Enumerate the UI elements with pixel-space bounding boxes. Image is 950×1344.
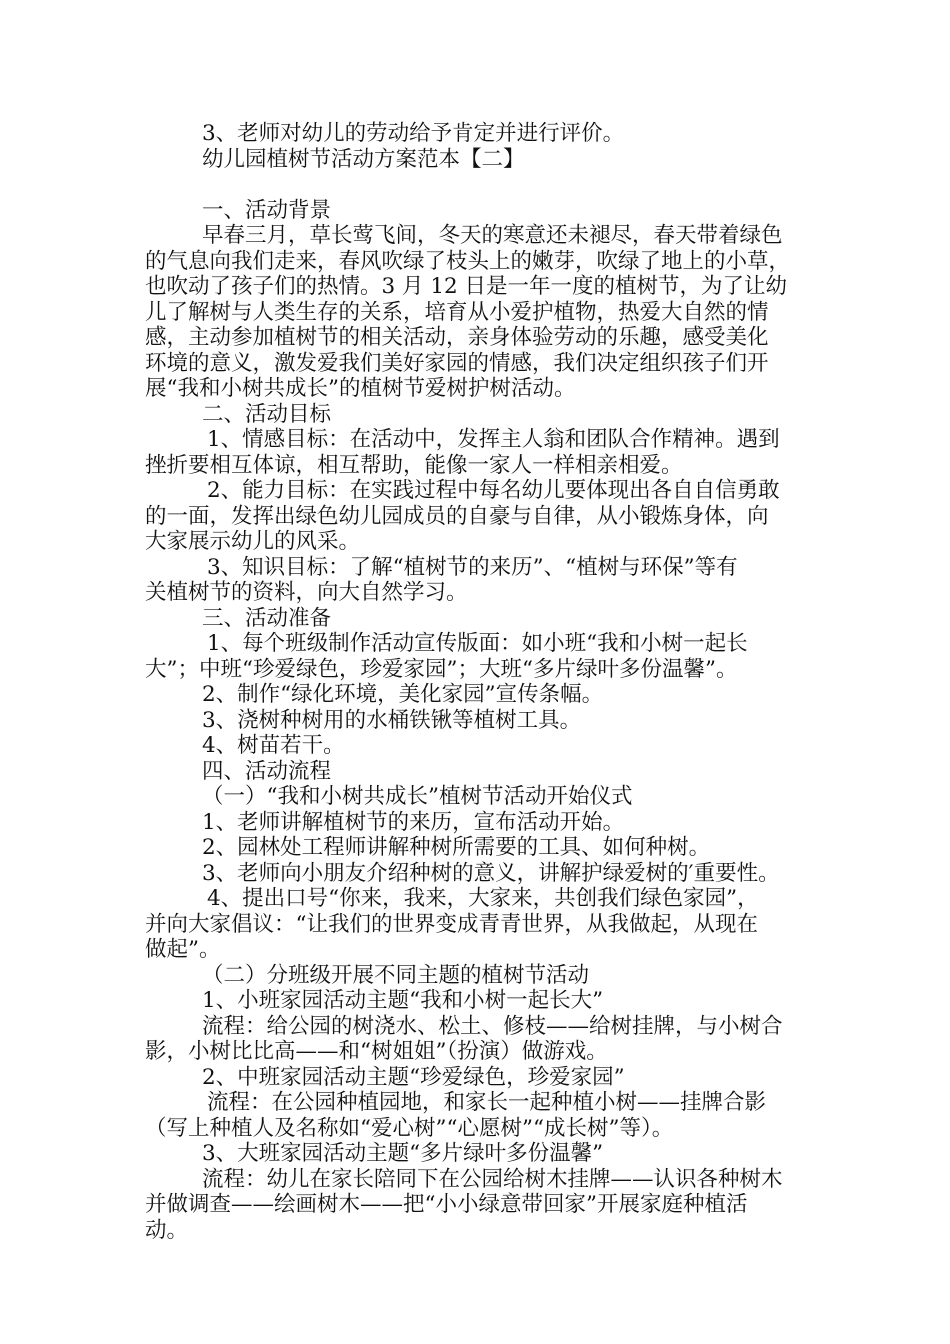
- paragraph-line: 流程：给公园的树浇水、松土、修枝——给树挂牌，与小树合: [202, 1013, 783, 1039]
- paragraph-line: 挫折要相互体谅，相互帮助，能像一家人一样相亲相爱。: [145, 452, 683, 478]
- paragraph-line: 3、老师向小朋友介绍种树的意义，讲解护绿爱树的′重要性。: [202, 860, 780, 886]
- paragraph-line: 的一面，发挥出绿色幼儿园成员的自豪与自律，从小锻炼身体，向: [145, 503, 769, 529]
- paragraph-line: 3、老师对幼儿的劳动给予肯定并进行评价。: [202, 121, 625, 146]
- paragraph-line: 大”；中班“珍爱绿色，珍爱家园”；大班“多片绿叶多份温馨”。: [145, 656, 738, 682]
- paragraph-line: 流程：幼儿在家长陪同下在公园给树木挂牌——认识各种树木: [202, 1166, 783, 1192]
- paragraph-line: 儿了解树与人类生存的关系，培育从小爱护植物，热爱大自然的情: [145, 299, 769, 325]
- paragraph-line: 做起”。: [145, 937, 221, 962]
- paragraph-line: 环境的意义，激发爱我们美好家园的情感，我们决定组织孩子们开: [145, 350, 769, 376]
- paragraph-line: 大家展示幼儿的风采。: [145, 529, 361, 554]
- paragraph-line: 早春三月，草长莺飞间，冬天的寒意还未褪尽，春天带着绿色: [202, 223, 783, 248]
- paragraph-line: 1、小班家园活动主题“我和小树一起长大”: [202, 988, 604, 1013]
- paragraph-line: 影，小树比比高——和“树姐姐”（扮演）做游戏。: [145, 1039, 608, 1064]
- paragraph-line: 2、能力目标：在实践过程中每名幼儿要体现出各自自信勇敢: [207, 478, 780, 503]
- paragraph-line: 的气息向我们走来，春风吹绿了枝头上的嫩芽，吹绿了地上的小草，: [145, 248, 791, 274]
- paragraph-line: （一）“我和小树共成长”植树节活动开始仪式: [202, 784, 633, 809]
- paragraph-line: 也吹动了孩子们的热情。3 月 12 日是一年一度的植树节，为了让幼: [145, 274, 788, 299]
- paragraph-line: 1、情感目标：在活动中，发挥主人翁和团队合作精神。遇到: [207, 427, 780, 452]
- paragraph-line: 四、活动流程: [202, 758, 332, 784]
- paragraph-line: 感，主动参加植树节的相关活动，亲身体验劳动的乐趣，感受美化: [145, 325, 769, 350]
- paragraph-line: 展“我和小树共成长”的植树节爱树护树活动。: [145, 376, 576, 401]
- paragraph-line: 二、活动目标: [202, 401, 332, 427]
- paragraph-line: 1、每个班级制作活动宣传版面：如小班“我和小树一起长: [207, 631, 748, 656]
- paragraph-line: 3、知识目标：了解“植树节的来历”、“植树与环保”等有: [207, 554, 738, 580]
- paragraph-line: 流程：在公园种植园地，和家长一起种植小树——挂牌合影: [207, 1090, 767, 1115]
- paragraph-line: 并做调查——绘画树木——把“小小绿意带回家”开展家庭种植活: [145, 1192, 748, 1217]
- paragraph-line: 动。: [145, 1217, 189, 1243]
- paragraph-line: （写上种植人及名称如“爱心树”“心愿树”“成长树”等）。: [145, 1115, 674, 1141]
- paragraph-line: 4、提出口号“你来，我来，大家来，共创我们绿色家园”，: [207, 886, 759, 911]
- paragraph-line: 2、制作“绿化环境，美化家园”宣传条幅。: [202, 682, 604, 707]
- blank-line: [145, 172, 817, 198]
- paragraph-line: 1、老师讲解植树节的来历，宣布活动开始。: [202, 809, 625, 835]
- paragraph-line: 4、树苗若干。: [202, 733, 345, 758]
- paragraph-line: 3、浇树种树用的水桶铁锹等植树工具。: [202, 707, 582, 733]
- paragraph-line: 三、活动准备: [202, 605, 332, 631]
- paragraph-line: 幼儿园植树节活动方案范本【二】: [202, 146, 525, 172]
- paragraph-line: 2、园林处工程师讲解种树所需要的工具、如何种树。: [202, 835, 711, 860]
- paragraph-line: 2、中班家园活动主题“珍爱绿色，珍爱家园”: [202, 1064, 625, 1090]
- paragraph-line: 关植树节的资料，向大自然学习。: [145, 580, 468, 605]
- document-body: [145, 121, 817, 1243]
- paragraph-line: 3、大班家园活动主题“多片绿叶多份温馨”: [202, 1141, 604, 1166]
- paragraph-line: 并向大家倡议：“让我们的世界变成青青世界，从我做起，从现在: [145, 911, 758, 937]
- paragraph-line: （二）分班级开展不同主题的植树节活动: [202, 962, 590, 988]
- paragraph-line: 一、活动背景: [202, 197, 332, 223]
